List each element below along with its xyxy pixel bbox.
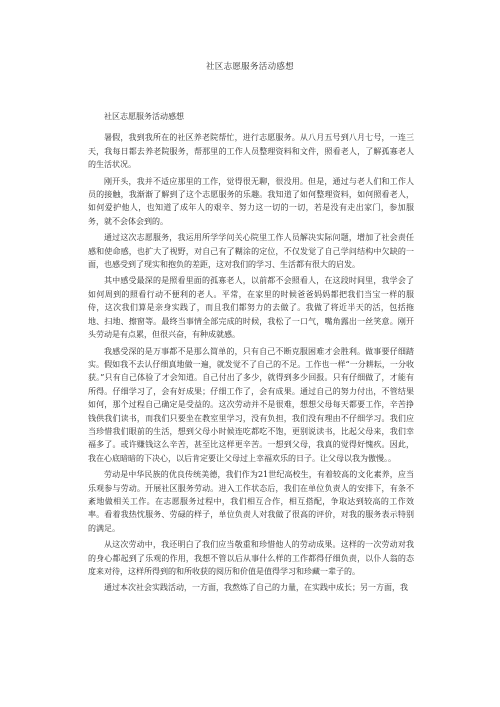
paragraph-4: 其中感受最深的是照看里面的孤寡老人，以前都不会照看人，在这段时间里，我学会了如何周到的照看行动不便利的老人。平常，在家里的时候爸爸妈妈都把我们当宝一样的服侍，这次我们算是亲身实践了，而且我们都努力的去做了。我做了将近半天的活，包括拖地、扫地、擦窗等。最终当事情全部完成的时候，我松了一口气，嘴角露出一丝笑意。刚开头劳动是有点累，但很兴奋，有种成就感。 xyxy=(88,276,414,340)
paragraph-5: 我感受深的是万事都不是那么简单的，只有自己不断克服困难才会胜利。做事要仔细踏实。假如我不去认仔细真地做一遍，就发觉不了自己的不足。工作也一样“一分耕耘，一分收获。”只有自己体验了才会知道。自己付出了多少，就得到多少回报。只有仔细做了，才能有所得。仔细学习了，会有好成果；仔细工作了，会有成果。通过自己的努力付出，不管结果如何，那个过程自己确定是受益的。这次劳动并不是很难，想想父母每天都要工作，辛苦挣钱供我们读书，而我们只要坐在教室里学习，没有负担，我们没有理由不仔细学习。我们应当珍惜我们眼前的生活，想到父母小时候连吃都吃不饱，更别说读书，比起父母来，我们幸福多了。或许赚钱这么辛苦，甚至比这样更辛苦。一想到父母，我真的觉得好愧疚。因此，我在心底暗暗的下决心，以后肯定要让父母过上幸福欢乐的日子。让父母以我为傲慢。。 xyxy=(88,346,414,463)
section-heading: 社区志愿服务活动感想 xyxy=(104,112,184,121)
paragraph-7: 从这次劳动中，我还明白了我们应当敬重和珍惜他人的劳动成果。这样的一次劳动对我的身心都起到了乐观的作用，我想不管以后从事什么样的工作都得仔细负责，以仆人翁的态度来对待，这样所得到的和所收获的阅历和价值是值得学习和珍藏一辈子的。 xyxy=(88,540,414,576)
paragraph-2: 刚开头，我并不适应那里的工作，觉得很无聊，很没用。但是，通过与老人们和工作人员的接触，我渐渐了解到了这个志愿服务的乐趣。我知道了如何整理资料，如何照看老人，如何爱护他人，也知道了成年人的艰辛、努力这一切的一切，若是没有走出家门，参加服务，就不会体会到的。 xyxy=(88,176,414,226)
paragraph-6: 劳动是中华民族的优良传统美德，我们作为21世纪高校生，有着较高的文化素养，应当乐观参与劳动。开展社区服务劳动。进入工作状态后，我们在单位负责人的安排下，有条不紊地做相关工作。在志愿服务过程中，我们相互合作，相互搭配，争取达到较高的工作效率。看着我热忱服务、劳碌的样子，单位负责人对我做了很高的评价，对我的服务表示特别的满足。 xyxy=(88,470,414,533)
paragraph-8: 通过本次社会实践活动，一方面，我熬炼了自己的力量，在实践中成长；另一方面，我 xyxy=(104,583,408,593)
paragraph-1: 暑假，我到我所在的社区养老院帮忙，进行志愿服务。从八月五号到八月七号，一连三天，我每日都去养老院服务，帮那里的工作人员整理资料和文件，照看老人，了解孤寡老人的生活状况。 xyxy=(88,133,414,170)
document-body xyxy=(88,110,414,598)
document-title: 社区志愿服务活动感想 xyxy=(205,62,294,72)
paragraph-3: 通过这次志愿服务，我运用所学学问关心院里工作人员解决实际问题，增加了社会责任感和使命感，也扩大了视野，对自己有了糊涂的定位，不仅发觉了自己学问结构中欠缺的一面，也感受到了现实和抱负的差距，这对我们的学习、生活都有很大的启发。 xyxy=(88,233,414,270)
